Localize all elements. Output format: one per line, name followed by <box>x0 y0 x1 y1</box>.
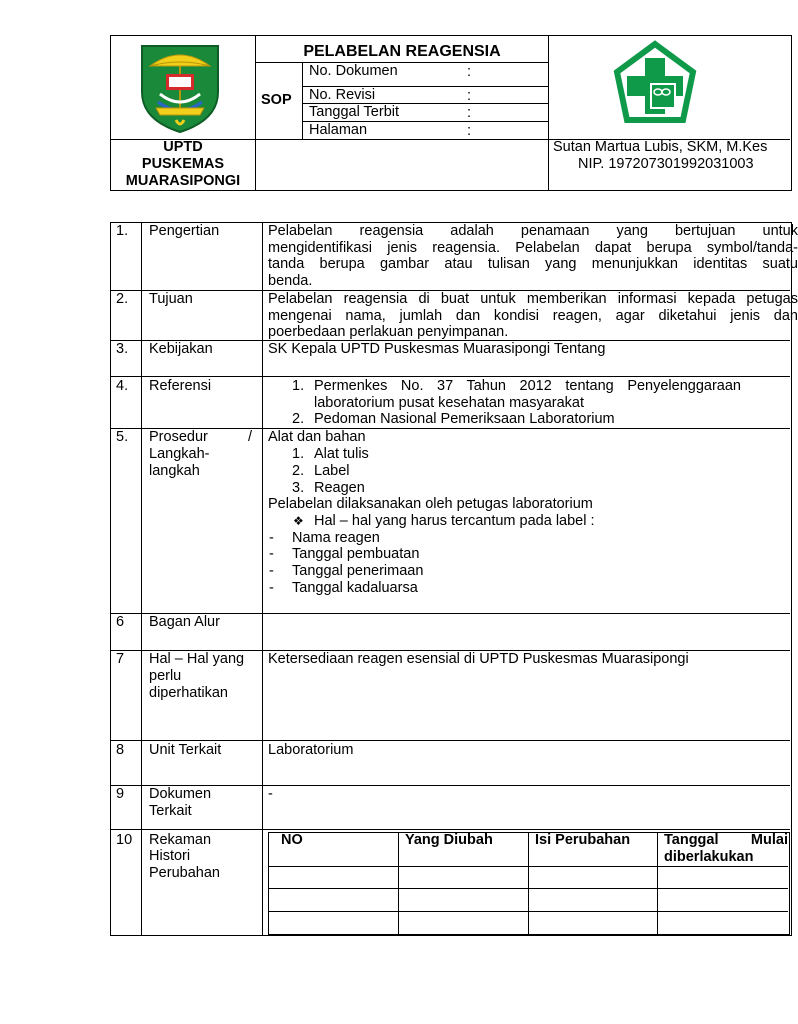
row-number: 4. <box>116 378 129 394</box>
regency-logo <box>136 40 224 134</box>
row-label: diperhatikan <box>149 685 228 701</box>
list-item: Pedoman Nasional Pemeriksaan Laboratorium <box>314 411 615 427</box>
row-number: 9 <box>116 786 125 802</box>
org-name-line: MUARASIPONGI <box>125 173 241 189</box>
row-label: Histori <box>149 848 191 864</box>
field-label-halaman: Halaman <box>309 122 368 138</box>
row-number: 10 <box>116 832 133 848</box>
row-label: Dokumen <box>149 786 212 802</box>
row-label: perlu <box>149 668 182 684</box>
row-label: Unit Terkait <box>149 742 222 758</box>
list-item: laboratorium pusat kesehatan masyarakat <box>314 395 585 411</box>
row-content-line: Pelabelan reagensia di buat untuk memberikan informasi kepada petugas <box>268 291 798 307</box>
row-label: langkah <box>149 463 200 479</box>
list-item: Reagen <box>314 480 365 496</box>
sop-label: SOP <box>261 92 292 108</box>
diamond-bullet-icon: ❖ <box>293 514 304 528</box>
row-content-line: - <box>268 786 273 802</box>
header-divider <box>302 62 303 139</box>
header-divider <box>548 35 549 190</box>
history-divider <box>398 832 399 934</box>
row-number: 1. <box>116 223 129 239</box>
org-name-line: UPTD <box>163 139 203 155</box>
row-divider <box>110 829 790 830</box>
row-content-line: Pelabelan reagensia adalah penamaan yang bertujuan untuk <box>268 223 798 239</box>
org-name-line: PUSKEMAS <box>141 156 225 172</box>
list-number: 1. <box>292 446 305 462</box>
field-label-no-dokumen: No. Dokumen <box>309 63 398 79</box>
dash-item: Tanggal penerimaan <box>292 563 424 579</box>
row-divider <box>110 428 790 429</box>
row-number: 5. <box>116 429 129 445</box>
page-title: PELABELAN REAGENSIA <box>303 43 501 60</box>
row-label: Rekaman <box>149 832 212 848</box>
list-item: Alat tulis <box>314 446 369 462</box>
history-divider <box>268 911 788 912</box>
row-label: Langkah- <box>149 446 210 462</box>
row-divider <box>110 376 790 377</box>
history-header: NO <box>281 832 303 848</box>
dash-item: Tanggal kadaluarsa <box>292 580 418 596</box>
field-colon: : <box>467 123 472 139</box>
list-number: 1. <box>292 378 305 394</box>
row-content-line: Ketersediaan reagen esensial di UPTD Puskesmas Muarasipongi <box>268 651 689 667</box>
history-header: Tanggal Mulai <box>664 832 788 848</box>
row-label: Terkait <box>149 803 192 819</box>
history-divider <box>268 888 788 889</box>
field-label-no-revisi: No. Revisi <box>309 87 376 103</box>
row-number: 6 <box>116 614 125 630</box>
row-content-line: tanda berupa gambar atau tulisan yang menunjukkan identitas suatu <box>268 256 798 272</box>
row-number: 7 <box>116 651 125 667</box>
row-number: 8 <box>116 742 125 758</box>
dash-marker: - <box>269 563 274 579</box>
list-item: Permenkes No. 37 Tahun 2012 tentang Penyelenggaraan <box>314 378 741 394</box>
history-divider <box>657 832 658 934</box>
row-divider <box>110 785 790 786</box>
dash-marker: - <box>269 530 274 546</box>
list-number: 2. <box>292 463 305 479</box>
dash-marker: - <box>269 546 274 562</box>
procedure-note: Pelabelan dilaksanakan oleh petugas laboratorium <box>268 496 593 512</box>
bullet-text: Hal – hal yang harus tercantum pada label : <box>314 513 595 529</box>
row-content-line: benda. <box>268 273 313 289</box>
row-label: Prosedur <box>149 429 208 445</box>
dash-marker: - <box>269 580 274 596</box>
row-content-line: mengenai nama, jumlah dan kondisi reagen, agar diketahui jenis dan <box>268 308 798 324</box>
dash-item: Tanggal pembuatan <box>292 546 420 562</box>
history-divider <box>268 866 788 867</box>
row-number: 3. <box>116 341 129 357</box>
dash-item: Nama reagen <box>292 530 380 546</box>
field-colon: : <box>467 88 472 104</box>
row-content-line: poerbedaan perlakuan penyimpanan. <box>268 324 509 340</box>
row-content-line: SK Kepala UPTD Puskesmas Muarasipongi Tentang <box>268 341 606 357</box>
field-colon: : <box>467 105 472 121</box>
list-number: 3. <box>292 480 305 496</box>
history-header: Isi Perubahan <box>535 832 631 848</box>
field-label-tanggal-terbit: Tanggal Terbit <box>309 104 400 120</box>
header-divider <box>255 62 548 63</box>
row-content-line: mengidentifikasi jenis reagensia. Pelabelan dapat berupa symbol/tanda- <box>268 240 798 256</box>
list-item: Label <box>314 463 350 479</box>
row-label: Pengertian <box>149 223 220 239</box>
puskesmas-logo <box>612 42 698 130</box>
history-header: Yang Diubah <box>405 832 493 848</box>
row-label: Referensi <box>149 378 212 394</box>
row-label: Kebijakan <box>149 341 213 357</box>
row-label: / <box>248 429 253 445</box>
row-label: Hal – Hal yang <box>149 651 245 667</box>
history-divider <box>528 832 529 934</box>
row-label: Tujuan <box>149 291 193 307</box>
row-content-line: Laboratorium <box>268 742 354 758</box>
row-divider <box>110 740 790 741</box>
row-label: Perubahan <box>149 865 220 881</box>
signer-name: Sutan Martua Lubis, SKM, M.Kes <box>553 139 768 155</box>
history-header: diberlakukan <box>664 849 754 865</box>
procedure-intro: Alat dan bahan <box>268 429 366 445</box>
row-label: Bagan Alur <box>149 614 220 630</box>
list-number: 2. <box>292 411 305 427</box>
field-colon: : <box>467 64 472 80</box>
row-number: 2. <box>116 291 129 307</box>
signer-nip: NIP. 197207301992031003 <box>578 156 754 172</box>
